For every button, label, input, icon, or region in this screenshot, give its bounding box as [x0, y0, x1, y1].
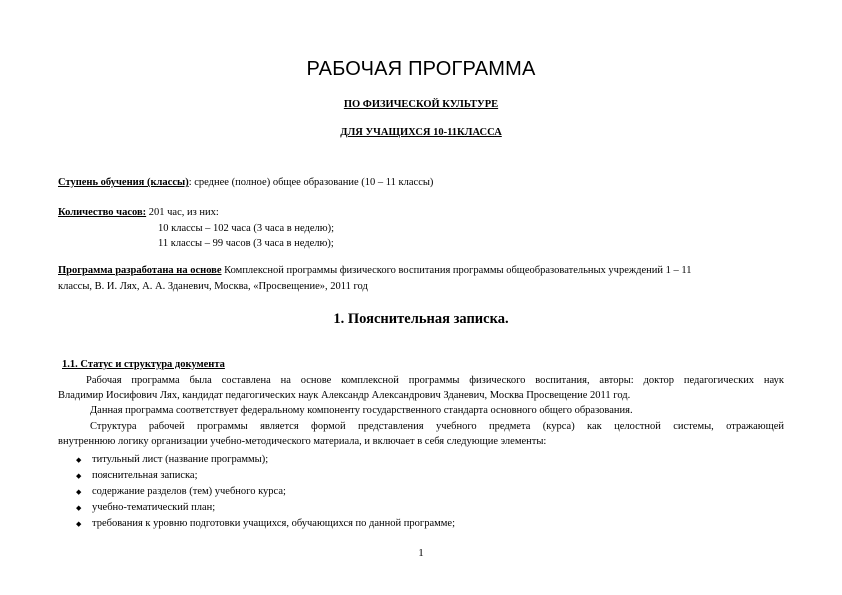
education-level-label: Ступень обучения (классы) — [58, 177, 189, 188]
subtitle-subject: ПО ФИЗИЧЕСКОЙ КУЛЬТУРЕ — [343, 99, 499, 110]
paragraph-1-line-2: Владимир Иосифович Лях, кандидат педагогических наук Александр Александрович Зданевич, Москва Просвещение 2011 год. — [58, 390, 631, 401]
hours-label: Количество часов: — [58, 207, 147, 218]
bullet-icon: ◆ — [76, 520, 82, 528]
section-heading: 1. Пояснительная записка. — [333, 311, 509, 327]
list-item — [74, 500, 455, 516]
list-item — [74, 516, 455, 532]
paragraph-1-line-1: Рабочая программа была составлена на основе комплексной программы физического воспитания, авторы: доктор педагогических наук — [86, 375, 784, 386]
page-number: 1 — [418, 547, 424, 559]
hours-line — [58, 207, 219, 218]
hours-grade-10: 10 классы – 102 часа (3 часа в неделю); — [158, 223, 335, 234]
education-level-value: : среднее (полное) общее образование (10 – 11 классы) — [188, 177, 434, 188]
list-item-text: содержание разделов (тем) учебного курса; — [92, 486, 286, 497]
hours-value: 201 час, из них: — [146, 207, 219, 218]
elements-list — [74, 452, 455, 532]
list-item — [74, 452, 455, 468]
program-basis-line-2: классы, В. И. Лях, А. А. Зданевич, Москва, «Просвещение», 2011 год — [58, 281, 368, 292]
paragraph-3-line-1: Структура рабочей программы является формой представления учебного предмета (курса) как целостной системы, отражающей — [90, 421, 784, 432]
subsection-heading — [62, 359, 225, 370]
paragraph-2: Данная программа соответствует федеральному компоненту государственного стандарта основного общего образования. — [90, 405, 633, 416]
program-basis-value: Комплексной программы физического воспитания программы общеобразовательных учреждений 1 – 11 — [221, 265, 692, 276]
list-item-text: учебно-тематический план; — [92, 502, 216, 513]
education-level-line — [58, 177, 433, 188]
document-title: РАБОЧАЯ ПРОГРАММА — [306, 58, 536, 80]
list-item — [74, 484, 455, 500]
list-item — [74, 468, 455, 484]
paragraph-3-line-2: внутреннюю логику организации учебно-методического материала, и включает в себя следующие элементы: — [58, 436, 547, 447]
subsection-heading-text: 1.1. Статус и структура документа — [62, 359, 225, 370]
subtitle-audience: ДЛЯ УЧАЩИХСЯ 10-11КЛАССА — [340, 127, 502, 138]
program-basis-label: Программа разработана на основе — [58, 265, 222, 276]
program-basis-line — [58, 265, 691, 276]
list-item-text: требования к уровню подготовки учащихся, обучающихся по данной программе; — [92, 518, 455, 529]
bullet-icon: ◆ — [76, 488, 82, 496]
list-item-text: титульный лист (название программы); — [92, 454, 269, 465]
bullet-icon: ◆ — [76, 504, 82, 512]
list-item-text: пояснительная записка; — [92, 470, 198, 481]
bullet-icon: ◆ — [76, 456, 82, 464]
hours-grade-11: 11 классы – 99 часов (3 часа в неделю); — [158, 238, 334, 249]
bullet-icon: ◆ — [76, 472, 82, 480]
